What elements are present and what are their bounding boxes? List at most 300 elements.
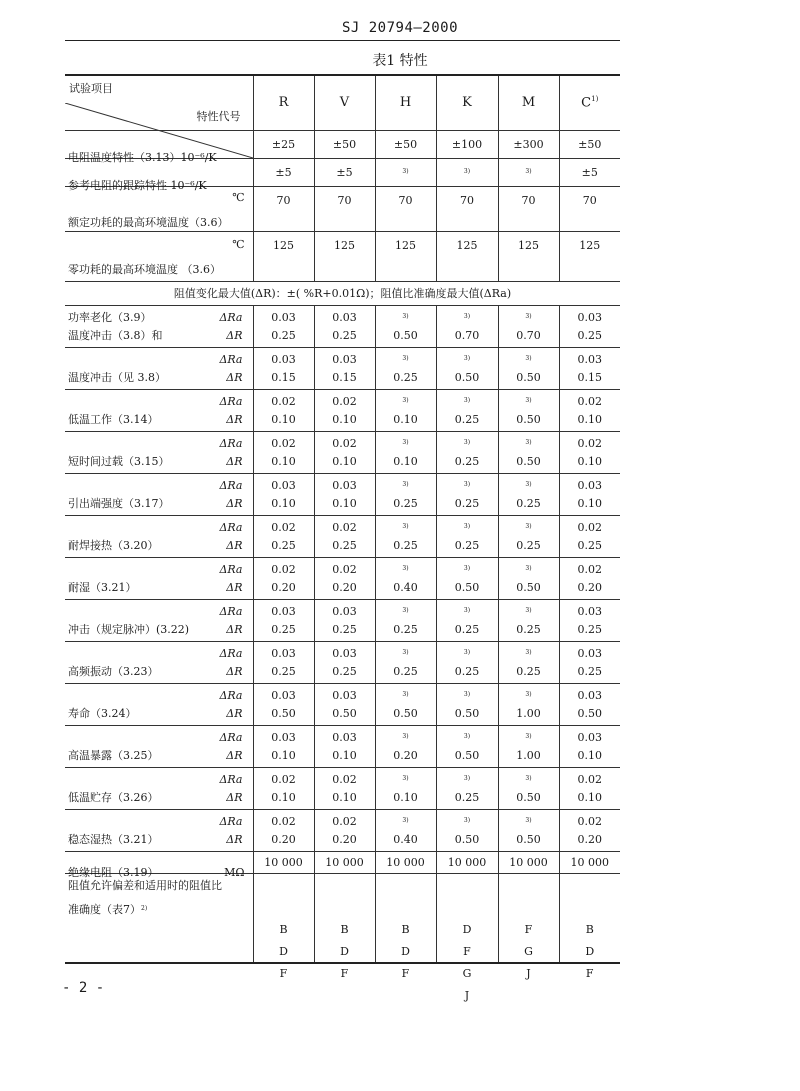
delta-ra-value-footnote-ref: 3): [463, 439, 471, 446]
delta-r-value: 0.50: [454, 833, 480, 846]
tolerance-label-line2: 准确度（表7）2): [68, 902, 148, 916]
delta-ra-value-footnote-ref: 3): [525, 397, 532, 404]
test-label-cell: [65, 557, 253, 599]
value-cell-H: [375, 389, 436, 431]
value-cell-K: [436, 725, 498, 767]
delta-ra-symbol: ΔRa: [219, 563, 243, 576]
tolerance-code: F: [279, 966, 288, 980]
value-footnote-ref: 3): [402, 167, 409, 175]
delta-r-value: 0.10: [577, 791, 602, 804]
delta-r-value: 0.15: [577, 371, 602, 384]
test-row: [65, 683, 620, 725]
row-label-cell: [65, 186, 253, 231]
value-cell-R: [253, 557, 314, 599]
value-cell-C: [559, 809, 620, 851]
column-C-footnote-ref: 1): [591, 95, 599, 104]
value-cell-K: [436, 231, 498, 281]
delta-r-symbol: ΔR: [226, 371, 243, 384]
delta-ra-symbol: ΔRa: [219, 395, 243, 408]
page-number: - 2 -: [62, 980, 105, 996]
delta-r-value: 0.10: [332, 749, 357, 762]
delta-r-value: 0.10: [577, 455, 602, 468]
delta-ra-value-footnote-ref: 3): [402, 691, 409, 698]
test-label: 短时间过载（3.15）: [68, 455, 170, 468]
value-cell-M: [498, 557, 559, 599]
delta-ra-value-footnote-ref: 3): [463, 565, 471, 572]
value-cell-V: [314, 767, 375, 809]
delta-ra-symbol: ΔRa: [219, 605, 243, 618]
value-cell-C: [559, 130, 620, 158]
value-cell-V: [314, 347, 375, 389]
delta-ra-value-footnote-ref: 3): [525, 607, 532, 614]
value-cell-R: [253, 515, 314, 557]
value-cell-H: [375, 473, 436, 515]
delta-ra-value: 0.02: [577, 563, 602, 576]
value-cell-H: [375, 515, 436, 557]
value-cell-M: [498, 186, 559, 231]
value-cell-M: [498, 389, 559, 431]
delta-r-value: 0.25: [271, 329, 296, 342]
tolerance-code: G: [462, 966, 472, 980]
delta-r-value: 0.50: [332, 707, 357, 720]
delta-r-value: 0.25: [393, 497, 418, 510]
value-cell-R: [253, 158, 314, 186]
value: ±300: [513, 137, 544, 151]
delta-r-value: 0.10: [271, 497, 296, 510]
value-cell-K: [436, 767, 498, 809]
test-label: 引出端强度（3.17）: [68, 497, 170, 510]
delta-ra-value: 0.03: [577, 647, 602, 660]
value-cell-M: [498, 683, 559, 725]
value: 125: [518, 238, 539, 252]
delta-r-value: 0.40: [393, 833, 418, 846]
value-cell-K: [436, 130, 498, 158]
value: 70: [337, 193, 352, 207]
test-label: 温度冲击（见 3.8）: [68, 371, 166, 384]
test-label-cell: [65, 305, 253, 347]
value-cell-M: [498, 473, 559, 515]
value-cell-C: [559, 186, 620, 231]
insulation-value-H: 10 000: [375, 851, 436, 873]
delta-ra-value: 0.03: [271, 731, 296, 744]
delta-r-symbol: ΔR: [226, 455, 243, 468]
delta-ra-value-footnote-ref: 3): [463, 481, 471, 488]
tolerance-code: D: [585, 944, 595, 958]
delta-r-value: 0.50: [516, 833, 541, 846]
tolerance-cell-V: [314, 873, 375, 980]
test-label-cell: [65, 683, 253, 725]
delta-ra-value: 0.03: [332, 689, 357, 702]
delta-r-symbol: ΔR: [226, 791, 243, 804]
value-cell-K: [436, 683, 498, 725]
delta-r-value: 0.50: [454, 749, 480, 762]
test-label-cell: [65, 473, 253, 515]
delta-r-value: 0.20: [577, 581, 602, 594]
delta-ra-value: 0.03: [332, 605, 357, 618]
test-label-cell: [65, 515, 253, 557]
column-header-H: H: [375, 75, 436, 130]
delta-r-value: 0.10: [393, 791, 418, 804]
delta-r-value: 0.25: [271, 539, 296, 552]
delta-ra-value: 0.02: [577, 815, 602, 828]
delta-ra-value: 0.03: [271, 647, 296, 660]
delta-r-value: 0.50: [516, 791, 541, 804]
row-label: 额定功耗的最高环境温度（3.6）: [68, 215, 229, 229]
delta-ra-value-footnote-ref: 3): [525, 313, 532, 320]
test-row: [65, 767, 620, 809]
value-cell-V: [314, 431, 375, 473]
delta-ra-value-footnote-ref: 3): [402, 397, 409, 404]
delta-ra-symbol: ΔRa: [219, 815, 243, 828]
value-cell-K: [436, 389, 498, 431]
value-cell-M: [498, 347, 559, 389]
delta-r-value: 0.10: [271, 455, 296, 468]
row-label-cell: [65, 231, 253, 281]
test-label: 高温暴露（3.25）: [68, 749, 159, 762]
test-label: 冲击（规定脉冲）(3.22): [68, 623, 190, 636]
delta-r-value: 0.25: [577, 665, 602, 678]
delta-ra-symbol: ΔRa: [219, 437, 243, 450]
tolerance-cell-R: [253, 873, 314, 980]
delta-r-value: 1.00: [516, 749, 541, 762]
delta-ra-value-footnote-ref: 3): [525, 649, 532, 656]
delta-r-value: 0.25: [454, 623, 480, 636]
tolerance-code: D: [279, 944, 288, 958]
value: ±100: [451, 137, 483, 151]
value-cell-V: [314, 641, 375, 683]
delta-r-value: 0.25: [393, 371, 418, 384]
insulation-label-cell: [65, 851, 253, 879]
value: ±5: [581, 165, 598, 179]
delta-ra-value: 0.03: [332, 731, 357, 744]
delta-r-value: 0.50: [393, 707, 418, 720]
value-cell-C: [559, 767, 620, 809]
value-cell-R: [253, 473, 314, 515]
delta-r-symbol: ΔR: [226, 539, 243, 552]
delta-ra-value-footnote-ref: 3): [402, 523, 409, 530]
value-cell-C: [559, 305, 620, 347]
test-label-cell: [65, 599, 253, 641]
row-label: 参考电阻的跟踪特性 10⁻⁶/K: [68, 179, 207, 192]
tolerance-row: [65, 873, 620, 963]
table-title: 表1 特性: [372, 53, 428, 69]
delta-ra-value-footnote-ref: 3): [525, 355, 532, 362]
test-label-line2: 功率老化（3.9）: [68, 311, 152, 324]
value-cell-M: [498, 158, 559, 186]
delta-r-value: 0.40: [393, 581, 418, 594]
insulation-value-C: 10 000: [559, 851, 620, 873]
column-header-V: V: [314, 75, 375, 130]
delta-ra-symbol: ΔRa: [219, 647, 243, 660]
value-cell-H: [375, 347, 436, 389]
value-cell-M: [498, 515, 559, 557]
value-cell-K: [436, 186, 498, 231]
value-cell-R: [253, 305, 314, 347]
value-cell-R: [253, 683, 314, 725]
test-row: [65, 431, 620, 473]
value-cell-R: [253, 767, 314, 809]
delta-ra-value: 0.03: [577, 479, 602, 492]
delta-r-value: 0.25: [271, 623, 296, 636]
value-cell-H: [375, 231, 436, 281]
test-row: [65, 725, 620, 767]
delta-ra-value: 0.02: [271, 395, 296, 408]
delta-r-value: 0.25: [454, 497, 480, 510]
delta-r-value: 0.25: [454, 455, 480, 468]
delta-r-value: 0.50: [393, 329, 418, 342]
delta-r-value: 0.25: [271, 665, 296, 678]
value-cell-H: [375, 431, 436, 473]
value-cell-C: [559, 683, 620, 725]
value-cell-K: [436, 557, 498, 599]
value-cell-V: [314, 231, 375, 281]
delta-r-value: 0.25: [393, 623, 418, 636]
value: ±50: [393, 137, 418, 151]
value: 70: [276, 193, 291, 207]
delta-ra-value-footnote-ref: 3): [463, 607, 471, 614]
test-label: 温度冲击（3.8）和: [68, 329, 163, 342]
value-cell-K: [436, 473, 498, 515]
value-cell-M: [498, 767, 559, 809]
delta-ra-symbol: ΔRa: [219, 521, 243, 534]
insulation-row: [65, 851, 620, 873]
value-cell-V: [314, 158, 375, 186]
delta-r-value: 0.50: [516, 413, 541, 426]
value-cell-K: [436, 158, 498, 186]
delta-ra-value: 0.02: [577, 437, 602, 450]
value-cell-C: [559, 557, 620, 599]
delta-r-value: 0.10: [577, 749, 602, 762]
column-header-C: $C^{1)}$: [559, 75, 620, 130]
value-cell-V: [314, 473, 375, 515]
tolerance-footnote-ref: 2): [141, 904, 148, 912]
delta-r-value: 0.10: [332, 497, 357, 510]
delta-ra-value: 0.03: [332, 311, 357, 324]
delta-r-value: 0.10: [393, 413, 418, 426]
value-cell-M: [498, 641, 559, 683]
test-label-cell: [65, 809, 253, 851]
delta-r-value: 0.10: [577, 497, 602, 510]
value: 70: [460, 193, 474, 207]
value-footnote-ref: 3): [525, 167, 532, 175]
delta-ra-value-footnote-ref: 3): [402, 481, 409, 488]
value-cell-H: [375, 186, 436, 231]
tolerance-code: B: [279, 922, 288, 936]
value-cell-C: [559, 725, 620, 767]
tolerance-code: B: [340, 922, 349, 936]
delta-r-value: 0.25: [516, 665, 541, 678]
delta-ra-value-footnote-ref: 3): [402, 649, 409, 656]
delta-ra-value: 0.02: [577, 521, 602, 534]
value: ±25: [271, 137, 296, 151]
delta-r-value: 0.10: [271, 791, 296, 804]
delta-r-value: 0.25: [577, 623, 602, 636]
delta-ra-value-footnote-ref: 3): [463, 397, 471, 404]
value: 70: [521, 193, 536, 207]
value-cell-V: [314, 515, 375, 557]
delta-ra-value: 0.03: [577, 689, 602, 702]
value-cell-R: [253, 725, 314, 767]
characteristics-table: [65, 74, 620, 1002]
insulation-value-R: 10 000: [253, 851, 314, 873]
delta-r-value: 0.50: [271, 707, 296, 720]
value-cell-H: [375, 683, 436, 725]
tolerance-code: D: [462, 922, 472, 936]
delta-r-value: 0.20: [577, 833, 602, 846]
delta-ra-value: 0.02: [577, 773, 602, 786]
delta-ra-value-footnote-ref: 3): [525, 775, 532, 782]
delta-r-value: 0.50: [516, 371, 541, 384]
delta-r-value: 0.10: [332, 413, 357, 426]
delta-r-value: 0.25: [332, 665, 357, 678]
delta-ra-value: 0.03: [577, 353, 602, 366]
value-cell-K: [436, 347, 498, 389]
delta-r-symbol: ΔR: [226, 623, 243, 636]
characteristic-row: [65, 186, 620, 231]
delta-ra-value-footnote-ref: 3): [463, 649, 471, 656]
tolerance-cell-C: [559, 873, 620, 980]
value-cell-K: [436, 431, 498, 473]
test-label-cell: [65, 389, 253, 431]
delta-r-value: 0.10: [393, 455, 418, 468]
tolerance-code: B: [585, 922, 594, 936]
value: 70: [582, 193, 597, 207]
delta-r-symbol: ΔR: [226, 497, 243, 510]
delta-r-symbol: ΔR: [226, 707, 243, 720]
delta-r-value: 0.25: [332, 623, 357, 636]
delta-ra-value-footnote-ref: 3): [402, 775, 409, 782]
delta-r-value: 0.25: [516, 623, 541, 636]
delta-r-value: 0.10: [332, 791, 357, 804]
value-cell-R: [253, 431, 314, 473]
delta-r-value: 0.20: [393, 749, 418, 762]
delta-ra-symbol: ΔRa: [219, 311, 243, 324]
tolerance-cell-M: [498, 873, 559, 980]
span-header-row: [65, 281, 620, 305]
delta-ra-value: 0.03: [271, 479, 296, 492]
value: ±5: [336, 165, 353, 179]
test-row: [65, 809, 620, 851]
value: 70: [398, 193, 413, 207]
delta-r-value: 0.15: [332, 371, 357, 384]
tolerance-label-cell: [65, 873, 253, 963]
value-cell-H: [375, 599, 436, 641]
tolerance-code: F: [463, 944, 471, 958]
delta-r-value: 0.50: [516, 581, 541, 594]
tolerance-code: F: [401, 966, 410, 980]
value-cell-V: [314, 305, 375, 347]
value-cell-R: [253, 130, 314, 158]
delta-r-value: 0.50: [577, 707, 602, 720]
value-cell-V: [314, 725, 375, 767]
delta-r-value: 0.10: [271, 749, 296, 762]
test-label: 稳态湿热（3.21）: [68, 833, 159, 846]
delta-r-value: 0.50: [454, 581, 480, 594]
value-cell-R: [253, 599, 314, 641]
delta-ra-value-footnote-ref: 3): [402, 313, 409, 320]
delta-r-value: 0.25: [454, 665, 480, 678]
value-cell-K: [436, 305, 498, 347]
delta-ra-value: 0.02: [332, 437, 357, 450]
delta-r-symbol: ΔR: [226, 833, 243, 846]
value-cell-M: [498, 809, 559, 851]
span-header: 阻值变化最大值(ΔR)：±( %R+0.01Ω)；阻值比准确度最大值(ΔRa): [65, 281, 620, 305]
delta-ra-value: 0.03: [332, 353, 357, 366]
value-cell-V: [314, 599, 375, 641]
test-label: 低温工作（3.14）: [68, 413, 159, 426]
delta-ra-value-footnote-ref: 3): [402, 817, 409, 824]
delta-r-value: 0.70: [454, 329, 480, 342]
delta-ra-value: 0.02: [271, 563, 296, 576]
test-row: [65, 389, 620, 431]
delta-r-value: 0.20: [332, 833, 357, 846]
delta-ra-value: 0.02: [271, 437, 296, 450]
corner-cell: [65, 75, 253, 130]
tolerance-code: J: [526, 966, 531, 980]
row-label: 零功耗的最高环境温度 （3.6）: [68, 263, 221, 276]
header-rule: [65, 40, 620, 41]
value-cell-R: [253, 347, 314, 389]
row-unit: ℃: [232, 190, 245, 204]
row-unit: ℃: [232, 238, 245, 251]
delta-r-value: 0.50: [454, 371, 480, 384]
value-cell-C: [559, 389, 620, 431]
tolerance-code: D: [340, 944, 349, 958]
insulation-label: 绝缘电阻（3.19）: [68, 866, 159, 879]
header-row: [65, 75, 620, 130]
delta-ra-value: 0.03: [577, 731, 602, 744]
delta-ra-value: 0.02: [271, 521, 296, 534]
delta-ra-value-footnote-ref: 3): [525, 481, 532, 488]
delta-ra-value-footnote-ref: 3): [463, 817, 471, 824]
delta-ra-value-footnote-ref: 3): [525, 523, 532, 530]
test-row: [65, 641, 620, 683]
value-cell-V: [314, 130, 375, 158]
delta-ra-value-footnote-ref: 3): [525, 565, 532, 572]
insulation-value-M: 10 000: [498, 851, 559, 873]
tolerance-code: G: [524, 944, 533, 958]
delta-r-value: 0.15: [271, 371, 296, 384]
column-header-K: K: [436, 75, 498, 130]
delta-r-value: 0.25: [577, 539, 602, 552]
characteristic-row: [65, 231, 620, 281]
test-row: [65, 515, 620, 557]
delta-ra-value-footnote-ref: 3): [525, 733, 532, 740]
value: 125: [273, 238, 294, 252]
value-cell-V: [314, 809, 375, 851]
tolerance-label: 阻值允许偏差和适用时的阻值比: [68, 878, 222, 892]
test-label: 寿命（3.24）: [68, 707, 137, 720]
test-row: [65, 347, 620, 389]
tolerance-code: F: [585, 966, 594, 980]
test-row: [65, 305, 620, 347]
delta-r-value: 0.25: [577, 329, 602, 342]
test-label-cell: [65, 725, 253, 767]
delta-ra-value-footnote-ref: 3): [402, 355, 409, 362]
delta-r-symbol: ΔR: [226, 413, 243, 426]
value: ±5: [275, 165, 292, 179]
document-code: SJ 20794—2000: [341, 20, 459, 36]
value-cell-H: [375, 641, 436, 683]
column-header-R: R: [253, 75, 314, 130]
tolerance-code: J: [464, 988, 470, 1002]
delta-ra-value-footnote-ref: 3): [525, 817, 532, 824]
delta-r-value: 0.25: [332, 329, 357, 342]
value-cell-R: [253, 231, 314, 281]
value-cell-H: [375, 767, 436, 809]
delta-ra-value: 0.02: [332, 815, 357, 828]
delta-r-value: 0.10: [577, 413, 602, 426]
